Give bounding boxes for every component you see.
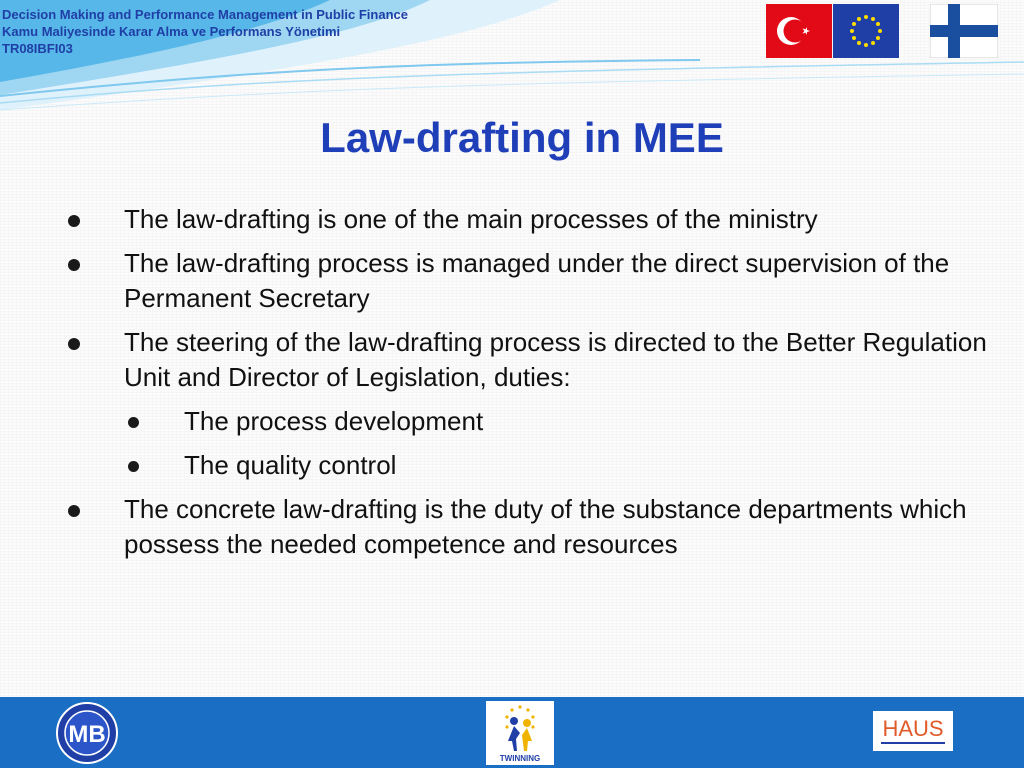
haus-logo-text: HAUS xyxy=(882,716,944,741)
bullet-text: The steering of the law-drafting process is directed to the Better Regulation Unit and Director of Legislation, duties: xyxy=(124,327,987,392)
header-text xyxy=(2,6,408,57)
twinning-logo-text: TWINNING xyxy=(499,754,541,763)
ministry-logo-text: MB xyxy=(68,721,106,748)
bullet-dot-icon xyxy=(128,461,139,472)
finland-flag-icon xyxy=(930,4,998,58)
bullet-item xyxy=(60,246,990,316)
header-line-2: Kamu Maliyesinde Karar Alma ve Performans Yönetimi xyxy=(2,24,341,39)
slide-title: Law-drafting in MEE xyxy=(320,114,724,161)
bullet-text: The law-drafting is one of the main processes of the ministry xyxy=(124,204,818,234)
header-line-3: TR08IBFI03 xyxy=(2,41,73,56)
bullet-dot-icon xyxy=(128,417,139,428)
bullet-item xyxy=(60,492,990,562)
bullet-item xyxy=(60,325,990,395)
bullet-dot-icon xyxy=(68,215,80,227)
bullet-text: The concrete law-drafting is the duty of the substance departments which possess the needed competence and resources xyxy=(124,494,967,559)
bullet-dot-icon xyxy=(68,338,80,350)
bullet-text: The quality control xyxy=(184,450,397,480)
bullet-list xyxy=(60,202,990,571)
twinning-logo xyxy=(486,701,554,765)
footer-band xyxy=(0,697,1024,768)
bullet-dot-icon xyxy=(68,505,80,517)
bullet-dot-icon xyxy=(68,259,80,271)
bullet-text: The process development xyxy=(184,406,484,436)
bullet-text: The law-drafting process is managed under the direct supervision of the Permanent Secretary xyxy=(124,248,950,313)
turkey-flag-icon xyxy=(766,4,832,58)
eu-flag-icon xyxy=(833,4,899,58)
sub-bullet-item xyxy=(60,404,990,439)
header-line-1: Decision Making and Performance Management in Public Finance xyxy=(2,7,408,22)
bullet-item xyxy=(60,202,990,237)
sub-bullet-item xyxy=(60,448,990,483)
ministry-logo xyxy=(48,699,126,767)
haus-logo xyxy=(873,711,953,751)
